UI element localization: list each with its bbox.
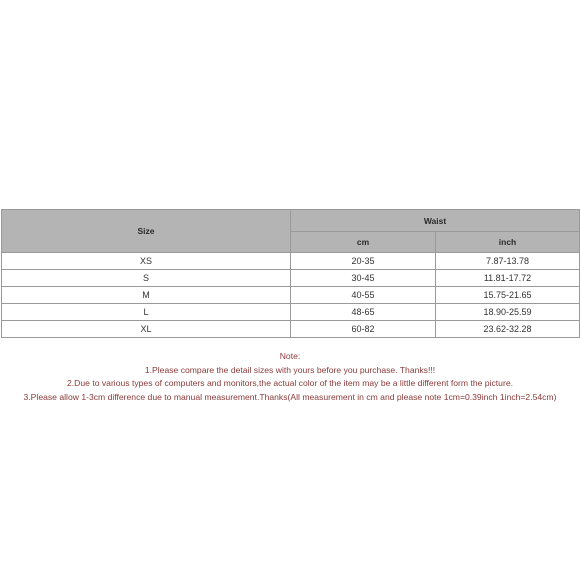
inch-column-header: inch [436, 232, 580, 253]
size-column-header: Size [2, 210, 291, 253]
inch-cell: 11.81-17.72 [436, 270, 580, 287]
note-line-compare-sizes: 1.Please compare the detail sizes with yours before you purchase. Thanks!!! [144, 364, 436, 375]
inch-cell: 23.62-32.28 [436, 321, 580, 338]
table-row [2, 270, 580, 287]
cm-cell: 40-55 [291, 287, 436, 304]
table-row [2, 253, 580, 270]
size-cell: XS [2, 253, 291, 270]
note-line-measurement-difference: 3.Please allow 1-3cm difference due to manual measurement.Thanks(All measurement in cm and please note 1cm=0.39inch 1inch=2.54cm) [23, 391, 557, 402]
size-cell: M [2, 287, 291, 304]
inch-cell: 18.90-25.59 [436, 304, 580, 321]
size-cell: L [2, 304, 291, 321]
table-row [2, 304, 580, 321]
cm-cell: 30-45 [291, 270, 436, 287]
table-body [2, 253, 580, 338]
note-line-color-difference: 2.Due to various types of computers and monitors,the actual color of the item may be a little different form the picture. [67, 378, 513, 388]
size-chart-table [1, 209, 580, 338]
notes-section [0, 350, 580, 404]
size-cell: S [2, 270, 291, 287]
waist-group-header: Waist [291, 210, 580, 232]
table-row [2, 287, 580, 304]
size-cell: XL [2, 321, 291, 338]
table-row [2, 321, 580, 338]
cm-cell: 20-35 [291, 253, 436, 270]
cm-cell: 48-65 [291, 304, 436, 321]
inch-cell: 7.87-13.78 [436, 253, 580, 270]
inch-cell: 15.75-21.65 [436, 287, 580, 304]
cm-column-header: cm [291, 232, 436, 253]
cm-cell: 60-82 [291, 321, 436, 338]
notes-title: Note: [279, 351, 301, 361]
table-header [2, 210, 580, 253]
